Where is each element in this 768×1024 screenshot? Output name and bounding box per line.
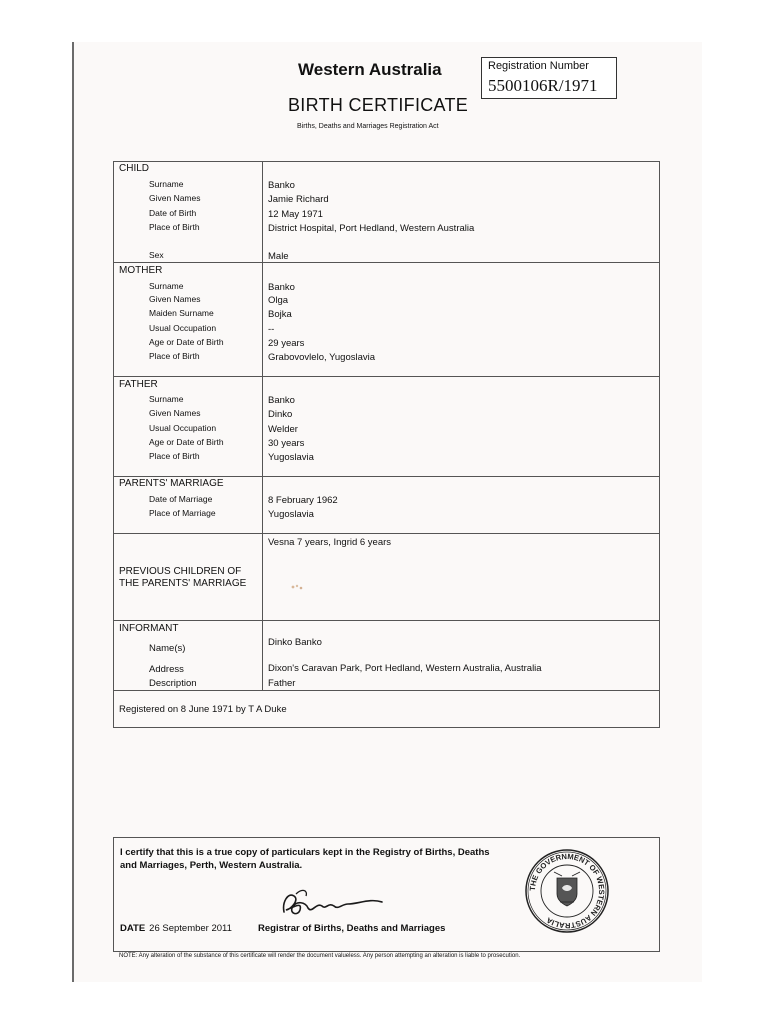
smudge-mark xyxy=(290,578,304,586)
certification-date: 26 September 2011 xyxy=(149,923,232,934)
certification-box xyxy=(113,837,660,952)
father-pob-label: Place of Birth xyxy=(149,451,200,461)
child-pob-label: Place of Birth xyxy=(149,222,200,232)
mother-occupation-label: Usual Occupation xyxy=(149,323,217,333)
mother-surname: Banko xyxy=(268,282,295,293)
mother-pob-label: Place of Birth xyxy=(149,351,200,361)
informant-address-label: Address xyxy=(149,664,184,675)
section-previous-children-heading xyxy=(119,566,246,590)
informant-description-label: Description xyxy=(149,678,197,689)
child-sex-label: Sex xyxy=(149,250,164,260)
registration-statement: Registered on 8 June 1971 by T A Duke xyxy=(119,704,287,715)
previous-heading-line2: THE PARENTS' MARRIAGE xyxy=(119,578,247,589)
marriage-place-label: Place of Marriage xyxy=(149,508,216,518)
column-divider xyxy=(262,162,263,690)
child-given-names: Jamie Richard xyxy=(268,194,329,205)
marriage-place: Yugoslavia xyxy=(268,509,314,520)
mother-maiden-label: Maiden Surname xyxy=(149,308,214,318)
row-divider xyxy=(114,533,659,534)
child-given-names-label: Given Names xyxy=(149,193,201,203)
father-surname-label: Surname xyxy=(149,394,184,404)
father-occupation-label: Usual Occupation xyxy=(149,423,217,433)
child-pob: District Hospital, Port Hedland, Western Australia xyxy=(268,223,475,234)
certification-date-row xyxy=(120,923,232,934)
child-surname-label: Surname xyxy=(149,179,184,189)
mother-pob: Grabovovlelo, Yugoslavia xyxy=(268,352,376,363)
row-divider xyxy=(114,620,659,621)
father-pob: Yugoslavia xyxy=(268,452,314,463)
registration-label: Registration Number xyxy=(488,60,589,72)
child-surname: Banko xyxy=(268,180,295,191)
informant-address: Dixon's Caravan Park, Port Hedland, Western Australia, Australia xyxy=(268,663,542,674)
father-occupation: Welder xyxy=(268,424,298,435)
father-age: 30 years xyxy=(268,438,305,449)
registrar-title: Registrar of Births, Deaths and Marriages xyxy=(258,923,446,934)
mother-occupation: -- xyxy=(268,324,275,335)
state-title: Western Australia xyxy=(298,60,442,79)
section-marriage-heading: PARENTS' MARRIAGE xyxy=(119,478,224,489)
child-dob-label: Date of Birth xyxy=(149,208,197,218)
father-surname: Banko xyxy=(268,395,295,406)
father-age-label: Age or Date of Birth xyxy=(149,437,224,447)
father-given-names-label: Given Names xyxy=(149,408,201,418)
particulars-table xyxy=(113,161,660,728)
alteration-note: NOTE: Any alteration of the substance of this certificate will render the document valueless. Any person attempting an alteration is liable to prosecution. xyxy=(119,953,521,959)
government-seal xyxy=(524,848,610,939)
row-divider xyxy=(114,476,659,477)
child-dob: 12 May 1971 xyxy=(268,209,323,220)
seal-text: THE GOVERNMENT OF WESTERN AUSTRALIA xyxy=(527,851,607,931)
mother-age-label: Age or Date of Birth xyxy=(149,337,224,347)
registrar-signature xyxy=(278,884,388,925)
row-divider xyxy=(114,376,659,377)
mother-maiden-surname: Bojka xyxy=(268,309,292,320)
mother-surname-label: Surname xyxy=(149,281,184,291)
act-reference: Births, Deaths and Marriages Registration Act xyxy=(297,123,439,130)
registration-number: 5500106R/1971 xyxy=(488,76,598,95)
row-divider xyxy=(114,690,659,691)
informant-name: Dinko Banko xyxy=(268,637,322,648)
marriage-date: 8 February 1962 xyxy=(268,495,338,506)
document-title: BIRTH CERTIFICATE xyxy=(288,95,469,115)
row-divider xyxy=(114,262,659,263)
informant-description: Father xyxy=(268,678,296,689)
informant-name-label: Name(s) xyxy=(149,643,186,654)
certification-statement: I certify that this is a true copy of particulars kept in the Registry of Births, Deaths and Marriages, Perth, Western Australia. xyxy=(120,847,490,871)
mother-given-names: Olga xyxy=(268,295,289,306)
section-informant-heading: INFORMANT xyxy=(119,623,179,634)
father-given-names: Dinko xyxy=(268,409,293,420)
mother-given-names-label: Given Names xyxy=(149,294,201,304)
marriage-date-label: Date of Marriage xyxy=(149,494,213,504)
previous-heading-line1: PREVIOUS CHILDREN OF xyxy=(119,566,242,577)
section-mother-heading: MOTHER xyxy=(119,265,163,276)
mother-age: 29 years xyxy=(268,338,305,349)
date-label: DATE xyxy=(120,923,146,934)
section-child-heading: CHILD xyxy=(119,163,150,174)
child-sex: Male xyxy=(268,251,289,262)
registration-number-box xyxy=(481,57,617,99)
previous-children: Vesna 7 years, Ingrid 6 years xyxy=(268,537,392,548)
section-father-heading: FATHER xyxy=(119,379,158,390)
